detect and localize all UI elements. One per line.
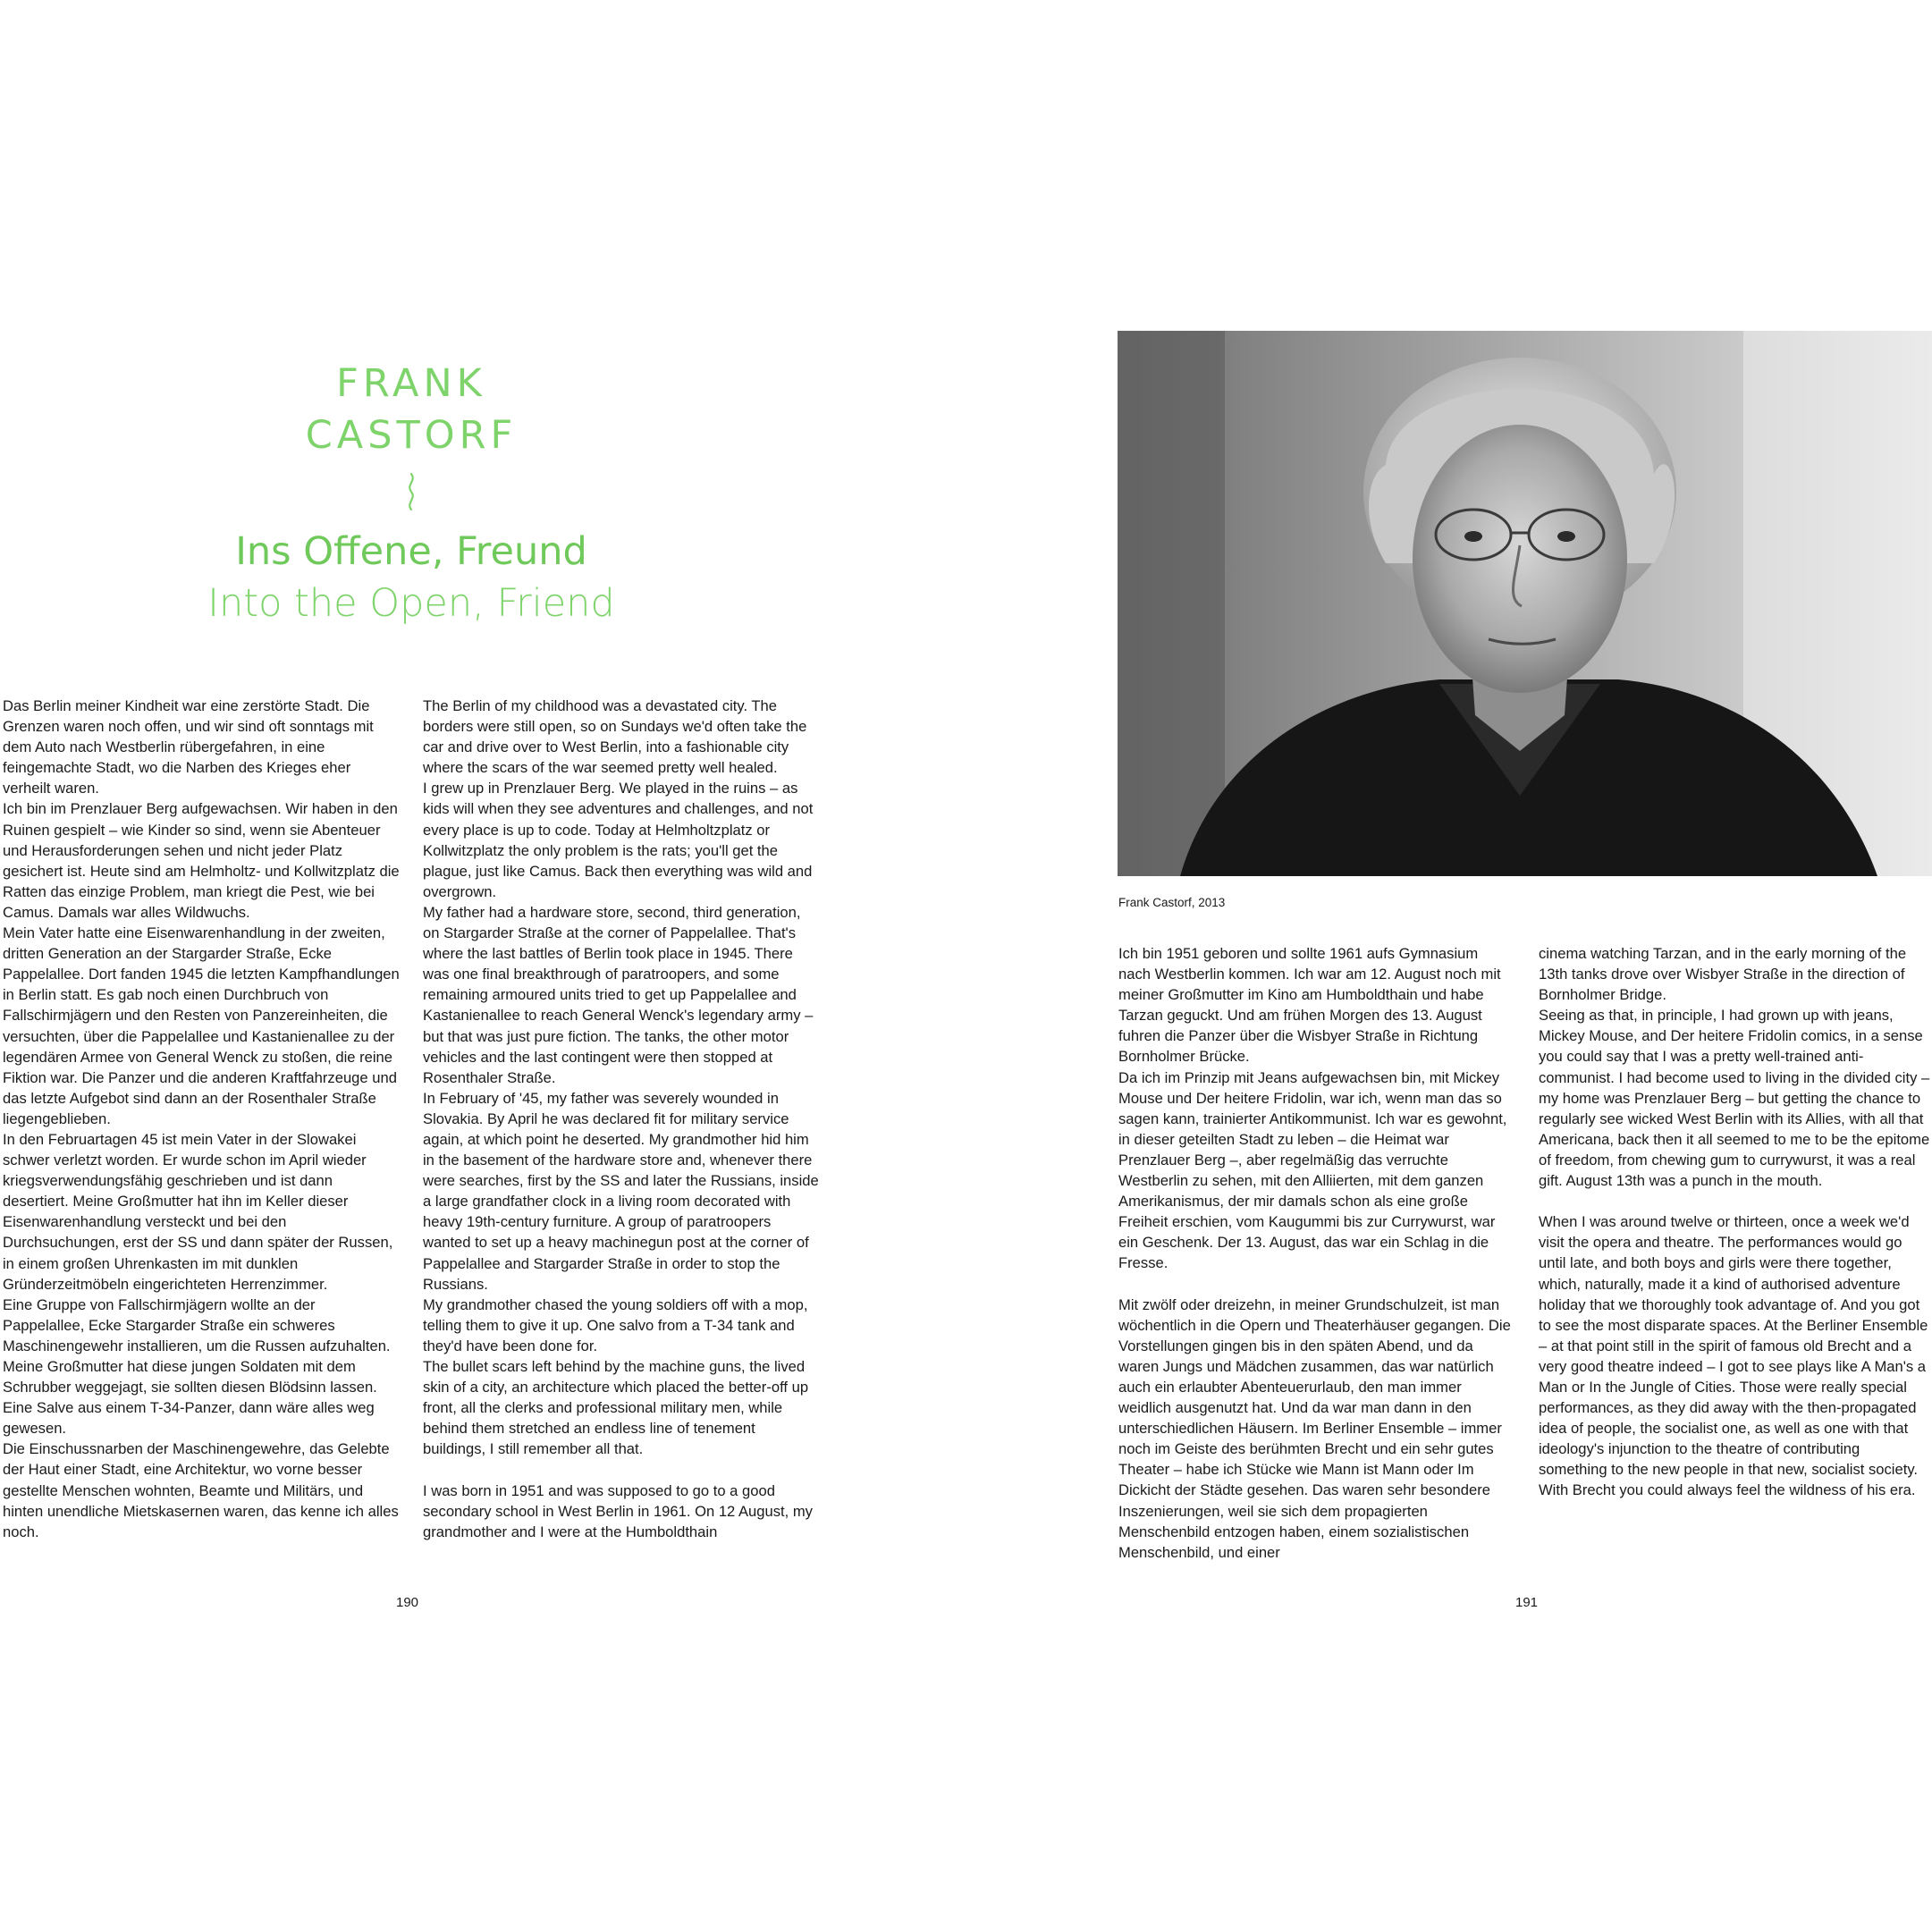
paragraph: My grandmother chased the young soldiers off with a mop, telling them to give it up. One salvo from a T-34 tank and they'd have been done for. — [423, 1295, 808, 1354]
paragraph: Ich bin im Prenzlauer Berg aufgewachsen. Wir haben in den Ruinen gespielt – wie Kinder so sind, wenn sie Abenteuer und Herausforderungen sehen und nicht jeder Platz gesichert ist. Heute sind am Helmholtz- und Kollwitzplatz die Ratten das einzige Problem, man kriegt die Pest, wie bei Camus. Damals war alles Wildwuchs. — [3, 800, 400, 921]
paragraph: Ich bin 1951 geboren und sollte 1961 aufs Gymnasium nach Westberlin kommen. Ich war am 12. August noch mit meiner Großmutter im Kino am Humboldthain und habe Tarzan geguckt. Und am frühen Morgen des 13. August fuhren die Panzer über die Wisbyer Straße in Richtung Bornholmer Brücke. — [1118, 945, 1501, 1066]
paragraph: I was born in 1951 and was supposed to go to a good secondary school in West Berlin in 1961. On 12 August, my grandmother and I were at the Humboldthain — [423, 1481, 813, 1540]
title-english: Into the Open, Friend — [207, 581, 615, 626]
paragraph: The Berlin of my childhood was a devastated city. The borders were still open, so on Sundays we'd often take the car and drive over to West Berlin, into a fashionable city where the scars of the war seemed pretty well healed. — [423, 697, 807, 777]
photo-caption: Frank Castorf, 2013 — [1118, 896, 1226, 909]
paragraph: In February of '45, my father was severely wounded in Slovakia. By April he was declared fit for military service again, at which point he deserted. My grandmother hid him in the basement of the hardware store and, whenever there were searches, first by the SS and later the Russians, inside a large grandfather clock in a living room decorated with heavy 19th-century furniture. A group of paratroopers wanted to set up a heavy machinegun post at the corner of Pappelallee and Stargarder Straße in order to stop the Russians. — [423, 1089, 819, 1293]
paragraph: My father had a hardware store, second, third generation, on Stargarder Straße at the corner of Pappelallee. That's where the last battles of Berlin took place in 1945. There was one final breakthrough of paratroopers, and some remaining armoured units tried to get up Pappelallee and Kastanienallee to reach General Wenck's legendary army – but that was just pure fiction. The tanks, the other motor vehicles and the last contingent were then stopped at Rosenthaler Straße. — [423, 903, 814, 1086]
paragraph: cinema watching Tarzan, and in the early morning of the 13th tanks drove over Wisbyer Straße in the direction of Bornholmer Bridge. — [1539, 945, 1907, 1004]
paragraph: I grew up in Prenzlauer Berg. We played in the ruins – as kids will when they see adventures and challenges, and not every place is up to code. Today at Helmholtzplatz or Kollwitzplatz the only problem is the rats; you'll get the plague, just like Camus. Back then everything was wild and overgrown. — [423, 780, 814, 900]
paragraph: Die Einschussnarben der Maschinengewehre, das Gelebte der Haut einer Stadt, eine Architektur, wo vorne besser gestellte Menschen wohnten, Beamte und Militärs, und hinten unendliche Mietskasernen waren, das kenne ich alles noch. — [3, 1440, 399, 1540]
paragraph: Das Berlin meiner Kindheit war eine zerstörte Stadt. Die Grenzen waren noch offen, und wir sind oft sonntags mit dem Auto nach Westberlin rübergefahren, in eine feingemachte Stadt, wo die Narben des Krieges eher verheilt waren. — [3, 697, 374, 797]
column-right-german — [1118, 943, 1512, 1563]
paragraph: In den Februartagen 45 ist mein Vater in der Slowakei schwer verletzt worden. Er wurde schon im April wieder kriegsverwendungsfähig geschrieben und ist dann desertiert. Meine Großmutter hat ihn im Keller dieser Eisenwarenhandlung versteckt und bei den Durchsuchungen, erst der SS und dann später der Russen, in einem großen Uhrenkasten im mit dunklen Gründerzeitmöbeln eingerichteten Herrenzimmer. — [3, 1130, 393, 1293]
paragraph: Seeing as that, in principle, I had grown up with jeans, Mickey Mouse, and Der heitere Fridolin comics, in a sense you could say that I was a pretty well-trained anti-communist. I had become used to living in the divided city – my home was Prenzlauer Berg – but getting the chance to regularly see wicked West Berlin with its Allies, with all that Americana, back then it all seemed to me to be the epitome of freedom, from chewing gum to currywurst, it was a real gift. August 13th was a punch in the mouth. — [1539, 1007, 1930, 1190]
column-right-english — [1539, 943, 1932, 1501]
paragraph: Da ich im Prinzip mit Jeans aufgewachsen bin, mit Mickey Mouse und Der heitere Fridolin, war ich, wenn man das so sagen kann, trainierter Antikommunist. Ich war es gewohnt, in dieser geteilten Stadt zu leben – die Heimat war Prenzlauer Berg –, aber regelmäßig das verruchte Westberlin zu sehen, mit den Alliierten, mit dem ganzen Amerikanismus, der mir damals schon als eine große Freiheit erschien, vom Kaugummi bis zur Currywurst, war ein Geschenk. Der 13. August, das war ein Schlag in die Fresse. — [1118, 1068, 1507, 1272]
paragraph: Eine Gruppe von Fallschirmjägern wollte an der Pappelallee, Ecke Stargarder Straße ein schweres Maschinengewehr installieren, um die Russen aufzuhalten. Meine Großmutter hat diese jungen Soldaten mit dem Schrubber weggejagt, sie sollten diesen Blödsinn lassen. Eine Salve aus einem T-34-Panzer, dann wäre alles weg gewesen. — [3, 1295, 391, 1438]
page-number-left: 190 — [396, 1595, 419, 1610]
page-number-right: 191 — [1515, 1595, 1539, 1610]
title-german: Ins Offene, Freund — [235, 529, 587, 574]
paragraph: Mein Vater hatte eine Eisenwarenhandlung in der zweiten, dritten Generation an der Stargarder Straße, Ecke Pappelallee. Dort fanden 1945 die letzten Kampfhandlungen in Berlin statt. Es gab noch einen Durchbruch von Fallschirmjägern und den Resten von Panzereinheiten, die versuchten, über die Pappelallee und Kastanienallee zu der legendären Armee von General Wenck zu stoßen, die reine Fiktion war. Die Panzer und die anderen Kraftfahrzeuge und das letzte Aufgebot sind dann an der Rosenthaler Straße liegengeblieben. — [3, 924, 400, 1127]
column-left-english — [423, 696, 821, 1542]
paragraph: Mit zwölf oder dreizehn, in meiner Grundschulzeit, ist man wöchentlich in die Opern und Theaterhäuser gegangen. Die Vorstellungen gingen bis in den späten Abend, und da waren Jungs und Mädchen zusammen, das war natürlich auch ein erlaubter Abenteuerurlaub, den man immer weidlich ausgenutzt hat. Und da war man dann in den unterschiedlichen Häusern. Im Berliner Ensemble – immer noch im Geiste des berühmten Brecht und ein sehr gutes Theater – habe ich Stücke wie Mann ist Mann oder Im Dickicht der Städte gesehen. Das waren sehr besondere Inszenierungen, weil sie sich dem propagierten Menschenbild entzogen haben, einem sozialistischen Menschenbild, und einer — [1118, 1295, 1511, 1561]
column-left-german — [3, 696, 401, 1542]
squiggle-divider-icon — [403, 472, 419, 511]
portrait-photo — [1118, 331, 1932, 876]
paragraph: When I was around twelve or thirteen, once a week we'd visit the opera and theatre. The performances would go until late, and both boys and girls were there together, which, naturally, made it a kind of authorised adventure holiday that we thoroughly took advantage of. And you got to see the most disparate spaces. At the Berliner Ensemble – at that point still in the spirit of famous old Brecht and a very good theatre indeed – I got to see plays like A Man's a Man or In the Jungle of Cities. Those were really special performances, as they did away with the then-propagated idea of people, the socialist one, as well as one with that ideology's injunction to the theatre of contributing something to the new people in that new, socialist society. With Brecht you could always feel the wildness of his era. — [1539, 1213, 1928, 1499]
title-block — [134, 358, 688, 629]
paragraph: The bullet scars left behind by the machine guns, the lived skin of a city, an architecture which placed the better-off up front, all the clerks and professional military men, while behind them stretched an endless line of tenement buildings, I still remember all that. — [423, 1358, 809, 1458]
author-name: FRANK CASTORF — [305, 361, 518, 458]
portrait-photo-icon — [1118, 331, 1932, 876]
